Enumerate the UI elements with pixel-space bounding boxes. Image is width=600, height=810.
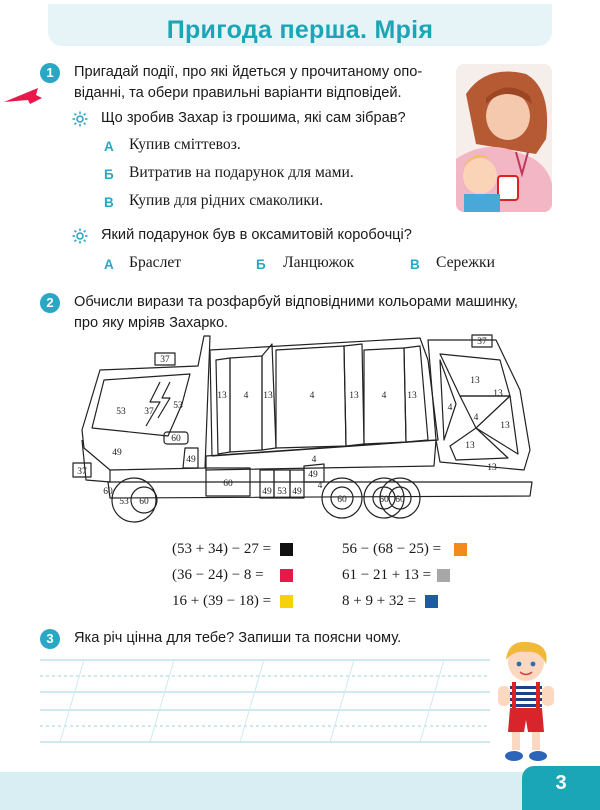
task2-line2: про яку мріяв Захарко. — [74, 315, 229, 331]
q1-option-c-letter: В — [104, 195, 114, 210]
q2-option-c-letter: В — [410, 257, 420, 272]
page-number: 3 — [555, 772, 567, 794]
truck-num: 13 — [465, 441, 475, 451]
truck-num: 60 — [379, 495, 389, 505]
task2-line1: Обчисли вирази та розфарбуй відповідними кольорами машинку, — [74, 294, 518, 310]
q2-option-b-letter: Б — [256, 257, 266, 272]
truck-num: 53 — [116, 407, 126, 417]
q2-option-a[interactable]: Браслет — [129, 254, 182, 271]
truck-num: 13 — [217, 391, 227, 401]
q2-option-c[interactable]: Сережки — [436, 254, 495, 271]
truck-num: 60 — [395, 495, 405, 505]
expression-6: 8 + 9 + 32 = — [342, 593, 417, 609]
task-number-2: 2 — [40, 293, 60, 313]
truck-num: 4 — [381, 391, 387, 401]
truck-num: 13 — [263, 391, 273, 401]
truck-num: 49 — [308, 470, 318, 480]
truck-num: 13 — [470, 376, 480, 386]
truck-num: 37 — [144, 407, 154, 417]
task-number-3: 3 — [40, 629, 60, 649]
truck-num: 60 — [139, 497, 149, 507]
truck-num: 53 — [119, 497, 129, 507]
truck-num: 60 — [103, 487, 113, 497]
task-number-1: 1 — [40, 63, 60, 83]
expression-5: 16 + (39 − 18) = — [172, 593, 272, 609]
task1-line2: віданні, та обери правильні варіанти відповідей. — [74, 85, 402, 101]
task1-line1: Пригадай події, про які йдеться у прочитаному опо- — [74, 64, 423, 80]
truck-num: 49 — [262, 487, 272, 497]
q1-option-b-letter: Б — [104, 167, 114, 182]
truck-num: 13 — [407, 391, 417, 401]
truck-num: 4 — [243, 391, 249, 401]
truck-num: 49 — [292, 487, 302, 497]
expression-1: (53 + 34) − 27 = — [172, 541, 272, 557]
q2-option-b[interactable]: Ланцюжок — [283, 254, 355, 271]
truck-num: 37 — [477, 337, 487, 347]
expression-2: 56 − (68 − 25) = — [342, 541, 442, 557]
truck-num: 4 — [317, 481, 323, 491]
truck-num: 60 — [337, 495, 347, 505]
q1-option-c[interactable]: Купив для рідних смаколики. — [129, 192, 324, 209]
question2-text: Який подарунок був в оксамитовій коробочці? — [101, 227, 412, 243]
truck-num: 13 — [349, 391, 359, 401]
truck-num: 4 — [309, 391, 315, 401]
truck-num: 49 — [112, 448, 122, 458]
truck-num: 13 — [493, 389, 503, 399]
truck-num: 53 — [277, 487, 287, 497]
truck-num: 13 — [500, 421, 510, 431]
q1-option-a-letter: А — [104, 139, 114, 154]
expression-3: (36 − 24) − 8 = — [172, 567, 264, 583]
footer-bar — [0, 772, 600, 810]
task3-text: Яка річ цінна для тебе? Запиши та поясни чому. — [74, 630, 402, 646]
truck-num: 60 — [171, 434, 181, 444]
expression-4: 61 − 21 + 13 = — [342, 567, 432, 583]
truck-num: 60 — [223, 479, 233, 489]
q2-option-a-letter: А — [104, 257, 114, 272]
page-title: Пригода перша. Мрія — [166, 16, 434, 44]
q1-option-a[interactable]: Купив сміттевоз. — [129, 136, 241, 153]
truck-num: 4 — [311, 455, 317, 465]
truck-num: 37 — [160, 355, 170, 365]
truck-num: 13 — [487, 463, 497, 473]
truck-num: 37 — [77, 467, 87, 477]
boy-illustration — [494, 640, 558, 764]
truck-num: 4 — [473, 413, 479, 423]
question1-text: Що зробив Захар із грошима, які сам зібрав? — [101, 110, 406, 126]
q1-option-b[interactable]: Витратив на подарунок для мами. — [129, 164, 354, 181]
truck-num: 53 — [173, 401, 183, 411]
truck-num: 4 — [447, 403, 453, 413]
truck-num: 49 — [186, 455, 196, 465]
